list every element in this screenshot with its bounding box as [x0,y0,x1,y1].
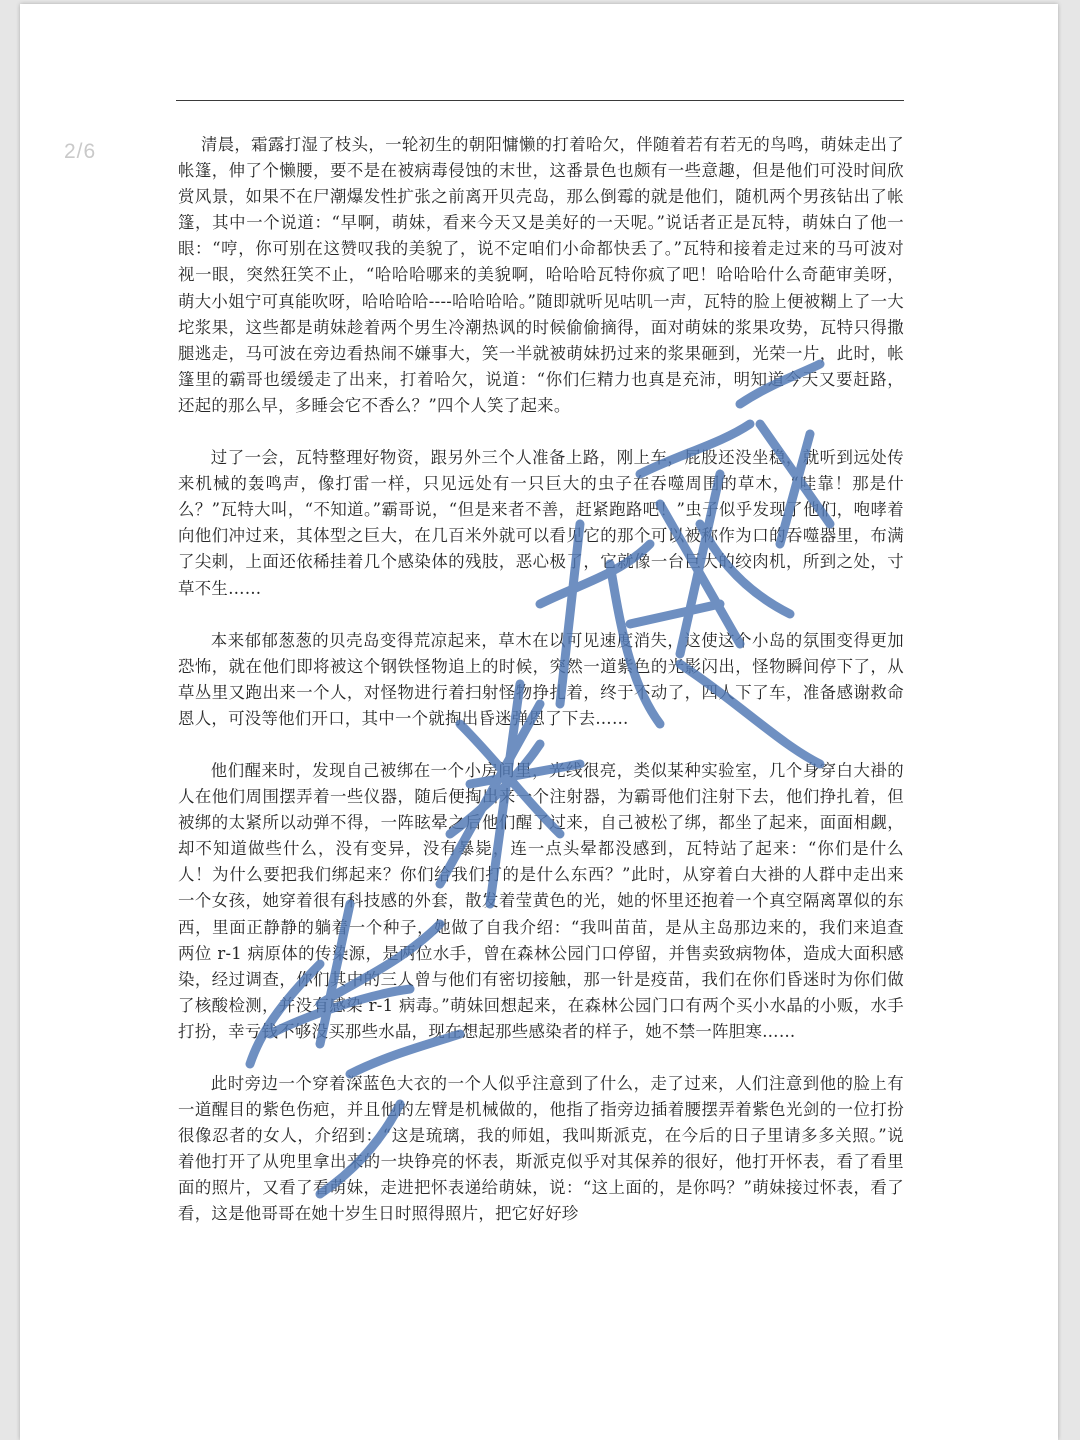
paragraph-2: 过了一会，瓦特整理好物资，跟另外三个人准备上路，刚上车，屁股还没坐稳，就听到远处传来机械的轰鸣声，像打雷一样，只见远处有一只巨大的虫子在吞噬周围的草木，“哇靠！那是什么？”瓦特大叫，“不知道。”霸哥说，“但是来者不善，赶紧跑路吧！”虫子似乎发现了他们，咆哮着向他们冲过来，其体型之巨大，在几百米外就可以看见它的那个可以被称作为口的吞噬器里，布满了尖刺，上面还依稀挂着几个感染体的残肢，恶心极了，它就像一台巨大的绞肉机，所到之处，寸草不生…… [178,448,904,598]
page-number-indicator: 2/6 [64,140,97,163]
body-text [178,132,904,1254]
paragraph-5: 此时旁边一个穿着深蓝色大衣的一个人似乎注意到了什么，走了过来，人们注意到他的脸上有一道醒目的紫色伤疤，并且他的左臂是机械做的，他指了指旁边插着腰摆弄着紫色光剑的一位打扮很像忍者的女人，介绍到：“这是琉璃，我的师姐，我叫斯派克，在今后的日子里请多多关照。”说着他打开了从兜里拿出来的一块铮亮的怀表，斯派克似乎对其保养的很好，他打开怀表，看了看里面的照片，又看了看萌妹，走进把怀表递给萌妹，说：“这上面的，是你吗？”萌妹接过怀表，看了看，这是他哥哥在她十岁生日时照得照片，把它好好珍 [178,1074,904,1224]
paragraph-1: 清晨，霜露打湿了枝头，一轮初生的朝阳慵懒的打着哈欠，伴随着若有若无的鸟鸣，萌妹走出了帐篷，伸了个懒腰，要不是在被病毒侵蚀的末世，这番景色也颇有一些意趣，但是他们可没时间欣赏风景，如果不在尸潮爆发性扩张之前离开贝壳岛，那么倒霉的就是他们，随机两个男孩钻出了帐篷，其中一个说道：“早啊，萌妹，看来今天又是美好的一天呢。”说话者正是瓦特，萌妹白了他一眼：“哼，你可别在这赞叹我的美貌了，说不定咱们小命都快丢了。”瓦特和接着走过来的马可波对视一眼，突然狂笑不止，“哈哈哈哪来的美貌啊，哈哈哈瓦特你疯了吧！哈哈哈什么奇葩审美呀，萌大小姐宁可真能吹呀，哈哈哈哈----哈哈哈哈。”随即就听见咕叽一声，瓦特的脸上便被糊上了一大坨浆果，这些都是萌妹趁着两个男生冷潮热讽的时候偷偷摘得，面对萌妹的浆果攻势，瓦特只得撒腿逃走，马可波在旁边看热闹不嫌事大，笑一半就被萌妹扔过来的浆果砸到，光荣一片，此时，帐篷里的霸哥也缓缓走了出来，打着哈欠，说道：“你们仨精力也真是充沛，明知道今天又要赶路，还起的那么早，多睡会它不香么？”四个人笑了起来。 [178,135,904,415]
paragraph-4: 他们醒来时，发现自己被绑在一个小房间里，光线很亮，类似某种实验室，几个身穿白大褂的人在他们周围摆弄着一些仪器，随后便掏出来一个注射器，为霸哥他们注射下去，他们挣扎着，但被绑的太紧所以动弹不得，一阵眩晕之后他们醒了过来，自己被松了绑，都坐了起来，面面相觑，却不知道做些什么，没有变异，没有暴毙，连一点头晕都没感到，瓦特站了起来：“你们是什么人！为什么要把我们绑起来？你们给我们打的是什么东西？”此时，从穿着白大褂的人群中走出来一个女孩，她穿着很有科技感的外套，散发着莹黄色的光，她的怀里还抱着一个真空隔离罩似的东西，里面正静静的躺着一个种子，她做了自我介绍：“我叫苗苗，是从主岛那边来的，我们来追查两位 r-1 病原体的传染源，是两位水手，曾在森林公园门口停留，并售卖致病物体，造成大面积感染，经过调查，你们其中的三人曾与他们有密切接触，那一针是疫苗，我们在你们昏迷时为你们做了核酸检测，并没有感染 r-1 病毒。”萌妹回想起来，在森林公园门口有两个买小水晶的小贩，水手打扮，幸亏钱不够没买那些水晶，现在想起那些感染者的样子，她不禁一阵胆寒…… [178,760,904,1041]
paragraph-3: 本来郁郁葱葱的贝壳岛变得荒凉起来，草木在以可见速度消失，这使这个小岛的氛围变得更加恐怖，就在他们即将被这个钢铁怪物追上的时候，突然一道紫色的光影闪出，怪物瞬间停下了，从草丛里又跑出来一个人，对怪物进行着扫射怪物挣扎着，终于不动了，四人下了车，准备感谢救命恩人，可没等他们开口，其中一个就掏出昏迷弹恩了下去…… [178,630,904,728]
header-rule [176,100,904,101]
document-page [20,4,1058,1440]
